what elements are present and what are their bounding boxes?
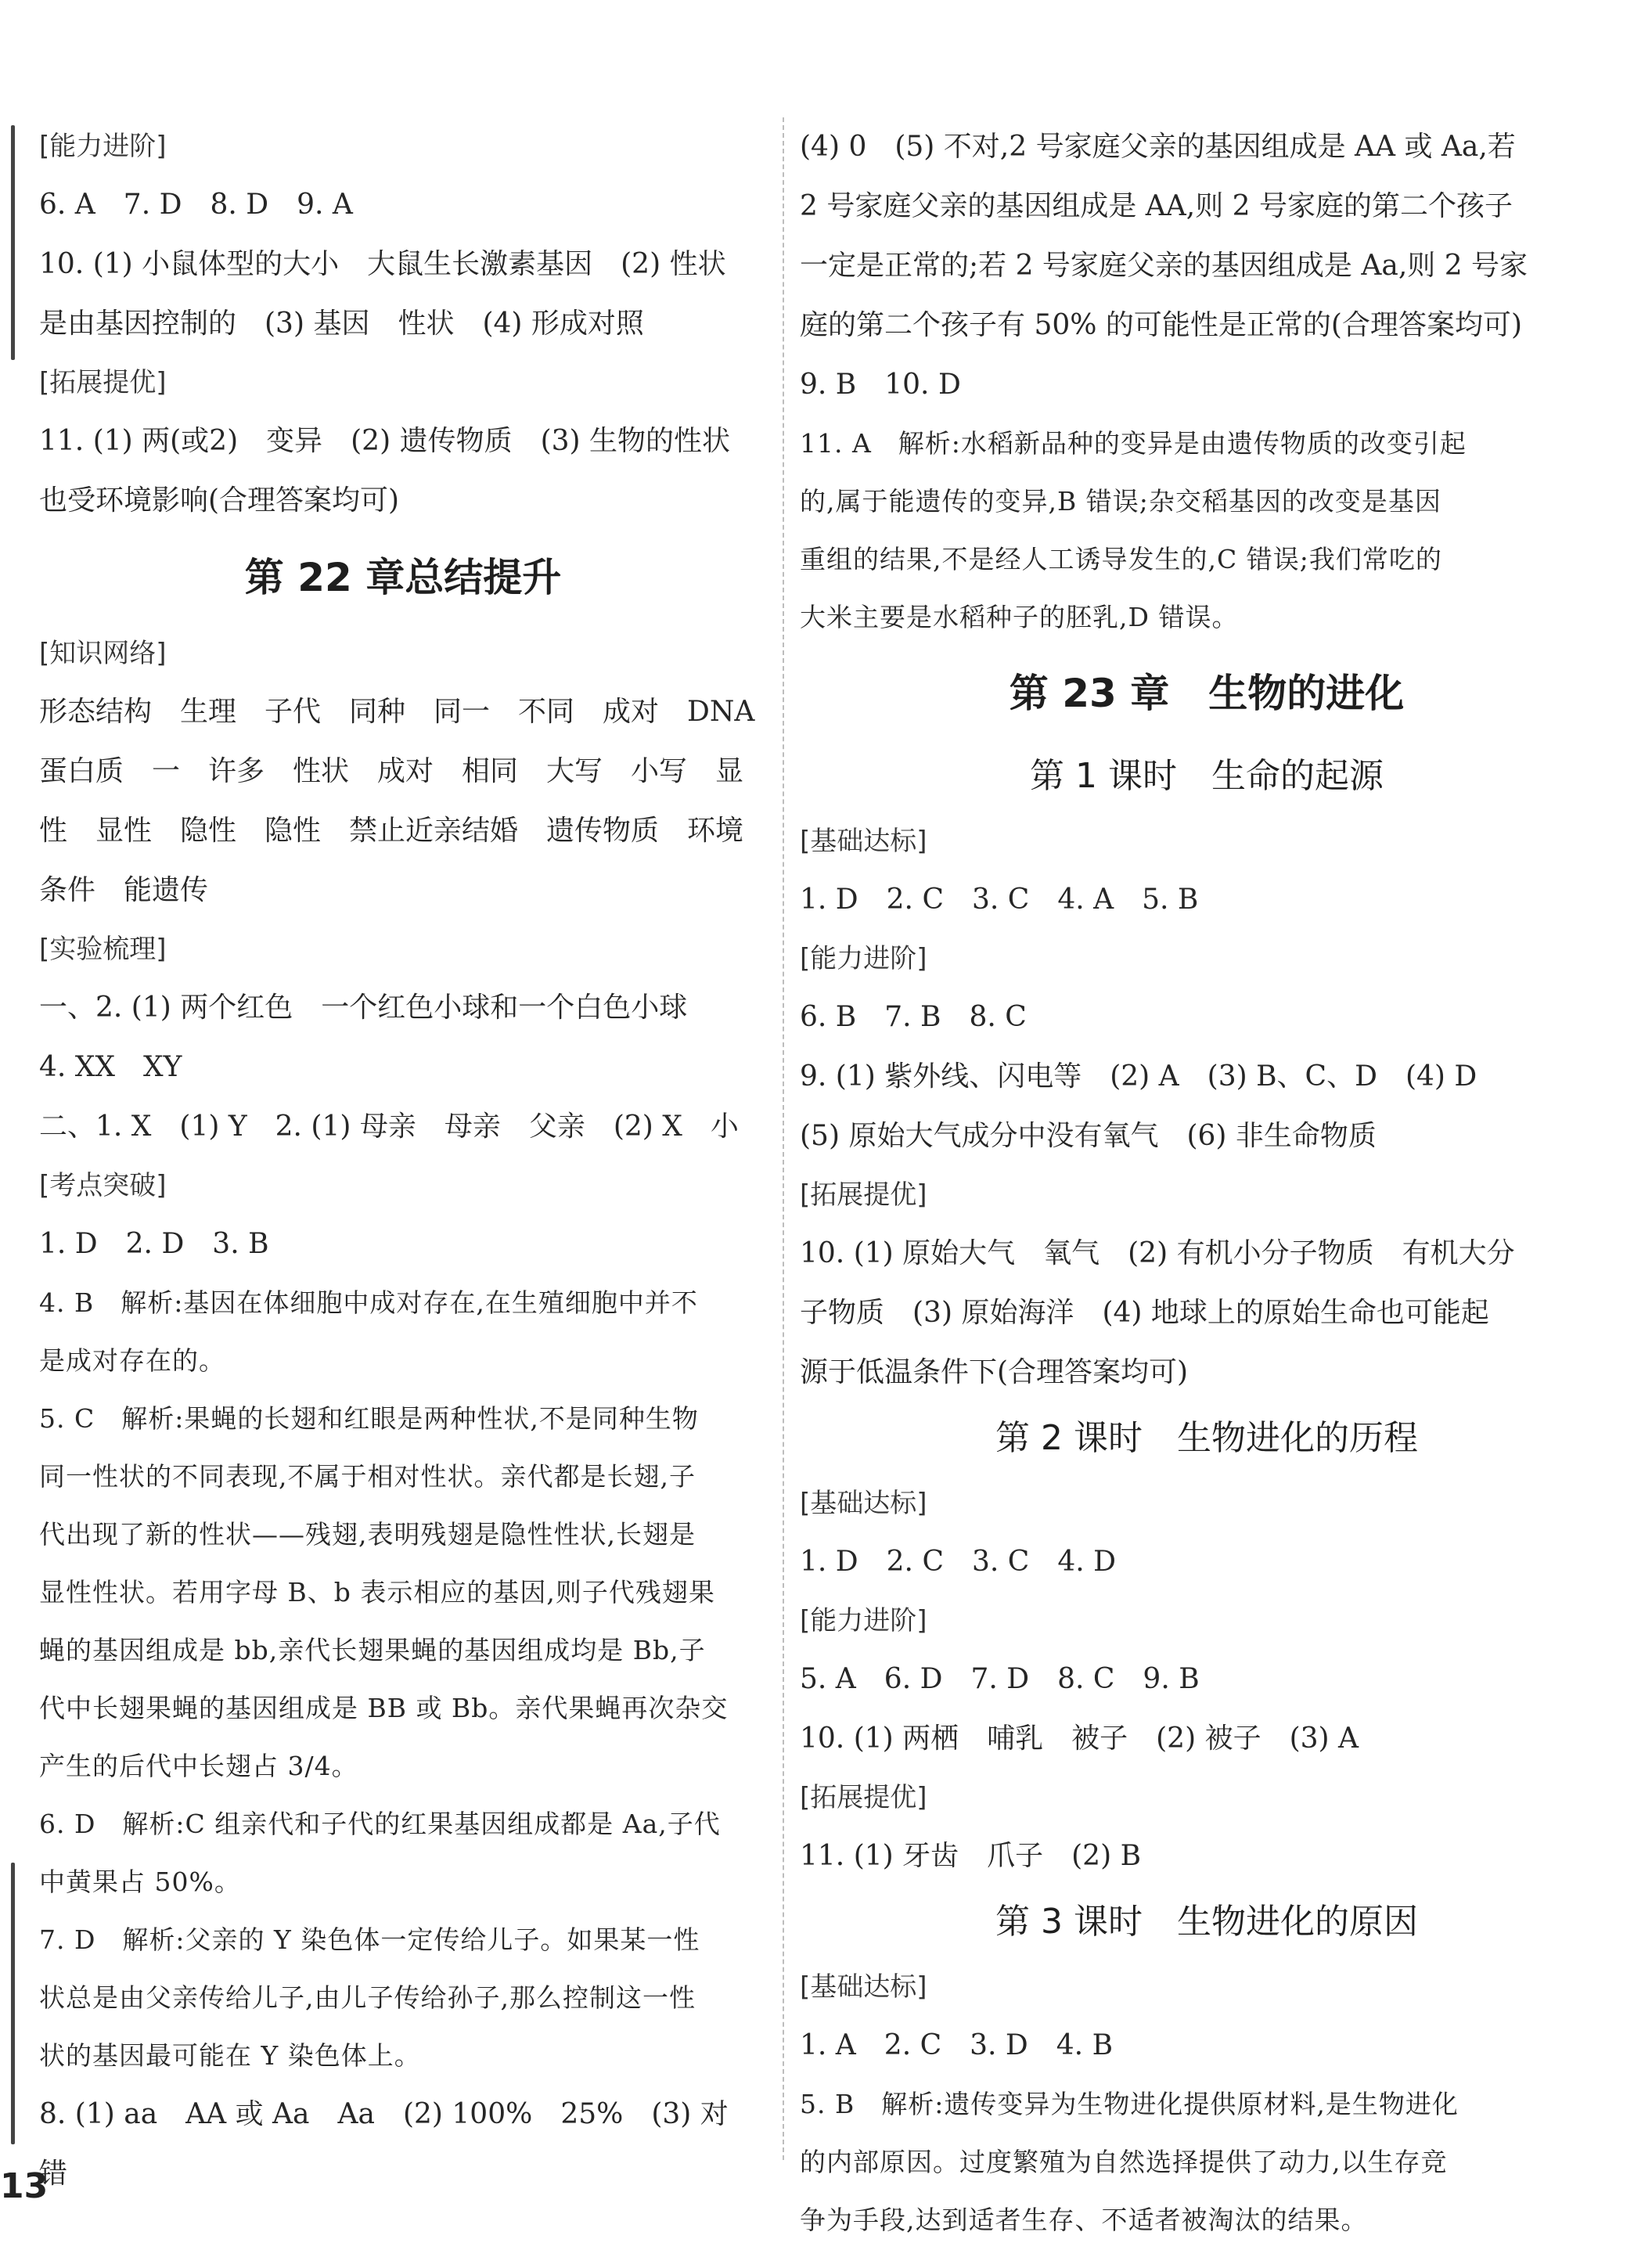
explanation-line: 的,属于能遗传的变异,B 错误;杂交稻基因的改变是基因 bbox=[800, 486, 1441, 517]
section-tag: [基础达标] bbox=[800, 826, 927, 857]
explanation-line: 状的基因最可能在 Y 染色体上。 bbox=[39, 2040, 421, 2071]
explanation-line: 6. D 解析:C 组亲代和子代的红果基因组成都是 Aa,子代 bbox=[39, 1809, 721, 1839]
answer-line: 5. A 6. D 7. D 8. C 9. B bbox=[800, 1663, 1200, 1695]
answer-line: 6. B 7. B 8. C bbox=[800, 1001, 1027, 1033]
answer-line: 也受环境影响(合理答案均可) bbox=[39, 484, 400, 517]
answer-line: 蛋白质 一 许多 性状 成对 相同 大写 小写 显 bbox=[39, 755, 744, 787]
answer-line: 1. D 2. D 3. B bbox=[39, 1228, 269, 1260]
answer-line: 形态结构 生理 子代 同种 同一 不同 成对 DNA bbox=[39, 696, 755, 728]
section-tag: [基础达标] bbox=[800, 1971, 927, 2003]
binding-mark-top bbox=[11, 125, 15, 360]
explanation-line: 5. B 解析:遗传变异为生物进化提供原材料,是生物进化 bbox=[800, 2089, 1459, 2119]
section-tag: [基础达标] bbox=[800, 1488, 927, 1519]
column-divider bbox=[783, 117, 784, 2160]
explanation-line: 代出现了新的性状——残翅,表明残翅是隐性性状,长翅是 bbox=[39, 1519, 696, 1550]
left-column bbox=[39, 117, 767, 2204]
answer-line: 11. (1) 两(或2) 变异 (2) 遗传物质 (3) 生物的性状 bbox=[39, 425, 731, 457]
chapter-title: 第 23 章 生物的进化 bbox=[1009, 671, 1405, 716]
page-number: 13 bbox=[0, 2166, 49, 2206]
answer-line: 性 显性 隐性 隐性 禁止近亲结婚 遗传物质 环境 bbox=[39, 815, 744, 847]
explanation-line: 是成对存在的。 bbox=[39, 1345, 225, 1376]
section-tag: [能力进阶] bbox=[39, 131, 167, 162]
section-tag: [拓展提优] bbox=[39, 367, 167, 398]
explanation-line: 重组的结果,不是经人工诱导发生的,C 错误;我们常吃的 bbox=[800, 544, 1442, 574]
explanation-line: 11. A 解析:水稻新品种的变异是由遗传物质的改变引起 bbox=[800, 428, 1467, 459]
explanation-line: 7. D 解析:父亲的 Y 染色体一定传给儿子。如果某一性 bbox=[39, 1924, 700, 1955]
answer-line: (4) 0 (5) 不对,2 号家庭父亲的基因组成是 AA 或 Aa,若 bbox=[800, 131, 1516, 163]
answer-line: 1. A 2. C 3. D 4. B bbox=[800, 2029, 1114, 2061]
explanation-line: 同一性状的不同表现,不属于相对性状。亲代都是长翅,子 bbox=[39, 1461, 696, 1492]
section-tag: [能力进阶] bbox=[800, 943, 927, 974]
section-tag: [知识网络] bbox=[39, 638, 167, 669]
lesson-title: 第 3 课时 生物进化的原因 bbox=[995, 1902, 1418, 1942]
answer-line: 8. (1) aa AA 或 Aa Aa (2) 100% 25% (3) 对 错 bbox=[39, 2098, 757, 2190]
section-tag: [实验梳理] bbox=[39, 934, 167, 965]
answer-line: 9. B 10. D bbox=[800, 369, 961, 401]
explanation-line: 争为手段,达到适者生存、不适者被淘汰的结果。 bbox=[800, 2205, 1368, 2235]
explanation-line: 中黄果占 50%。 bbox=[39, 1867, 241, 1897]
explanation-line: 大米主要是水稻种子的胚乳,D 错误。 bbox=[800, 602, 1239, 632]
explanation-line: 代中长翅果蝇的基因组成是 BB 或 Bb。亲代果蝇再次杂交 bbox=[39, 1693, 729, 1723]
answer-line: 4. XX XY bbox=[39, 1051, 182, 1083]
binding-mark-bottom bbox=[11, 1863, 15, 2144]
section-tag: [能力进阶] bbox=[800, 1605, 927, 1636]
explanation-line: 5. C 解析:果蝇的长翅和红眼是两种性状,不是同种生物 bbox=[39, 1403, 699, 1434]
answer-line: 10. (1) 小鼠体型的大小 大鼠生长激素基因 (2) 性状 bbox=[39, 248, 726, 280]
answer-line: 2 号家庭父亲的基因组成是 AA,则 2 号家庭的第二个孩子 bbox=[800, 190, 1513, 222]
explanation-line: 4. B 解析:基因在体细胞中成对存在,在生殖细胞中并不 bbox=[39, 1287, 698, 1318]
answer-line: 二、1. X (1) Y 2. (1) 母亲 母亲 父亲 (2) X 小 bbox=[39, 1111, 739, 1143]
chapter-title: 第 22 章总结提升 bbox=[244, 555, 562, 600]
answer-line: 9. (1) 紫外线、闪电等 (2) A (3) B、C、D (4) D bbox=[800, 1060, 1477, 1093]
section-tag: [拓展提优] bbox=[800, 1782, 927, 1813]
answer-line: 是由基因控制的 (3) 基因 性状 (4) 形成对照 bbox=[39, 308, 644, 340]
answer-line: 庭的第二个孩子有 50% 的可能性是正常的(合理答案均可) bbox=[800, 309, 1522, 341]
explanation-line: 产生的后代中长翅占 3/4。 bbox=[39, 1751, 358, 1781]
answer-line: 源于低温条件下(合理答案均可) bbox=[800, 1356, 1189, 1388]
explanation-line: 蝇的基因组成是 bb,亲代长翅果蝇的基因组成均是 Bb,子 bbox=[39, 1635, 706, 1665]
answer-line: 一定是正常的;若 2 号家庭父亲的基因组成是 Aa,则 2 号家 bbox=[800, 250, 1528, 282]
explanation-line: 状总是由父亲传给儿子,由儿子传给孙子,那么控制这一性 bbox=[39, 1982, 696, 2013]
answer-line: 6. A 7. D 8. D 9. A bbox=[39, 189, 353, 221]
answer-line: 条件 能遗传 bbox=[39, 874, 209, 906]
right-column bbox=[800, 117, 1614, 2249]
answer-line: (5) 原始大气成分中没有氧气 (6) 非生命物质 bbox=[800, 1120, 1377, 1152]
lesson-title: 第 1 课时 生命的起源 bbox=[1030, 756, 1384, 796]
answer-line: 10. (1) 两栖 哺乳 被子 (2) 被子 (3) A bbox=[800, 1723, 1359, 1755]
lesson-title: 第 2 课时 生物进化的历程 bbox=[995, 1418, 1418, 1458]
section-tag: [考点突破] bbox=[39, 1170, 167, 1201]
answer-line: 11. (1) 牙齿 爪子 (2) B bbox=[800, 1840, 1142, 1872]
answer-line: 10. (1) 原始大气 氧气 (2) 有机小分子物质 有机大分 bbox=[800, 1237, 1515, 1269]
explanation-line: 显性性状。若用字母 B、b 表示相应的基因,则子代残翅果 bbox=[39, 1577, 715, 1607]
answer-line: 一、2. (1) 两个红色 一个红色小球和一个白色小球 bbox=[39, 992, 688, 1024]
section-tag: [拓展提优] bbox=[800, 1179, 927, 1211]
answer-line: 1. D 2. C 3. C 4. D bbox=[800, 1546, 1116, 1578]
answer-line: 子物质 (3) 原始海洋 (4) 地球上的原始生命也可能起 bbox=[800, 1297, 1489, 1329]
explanation-line: 的内部原因。过度繁殖为自然选择提供了动力,以生存竞 bbox=[800, 2147, 1448, 2177]
answer-line: 1. D 2. C 3. C 4. A 5. B bbox=[800, 884, 1199, 916]
